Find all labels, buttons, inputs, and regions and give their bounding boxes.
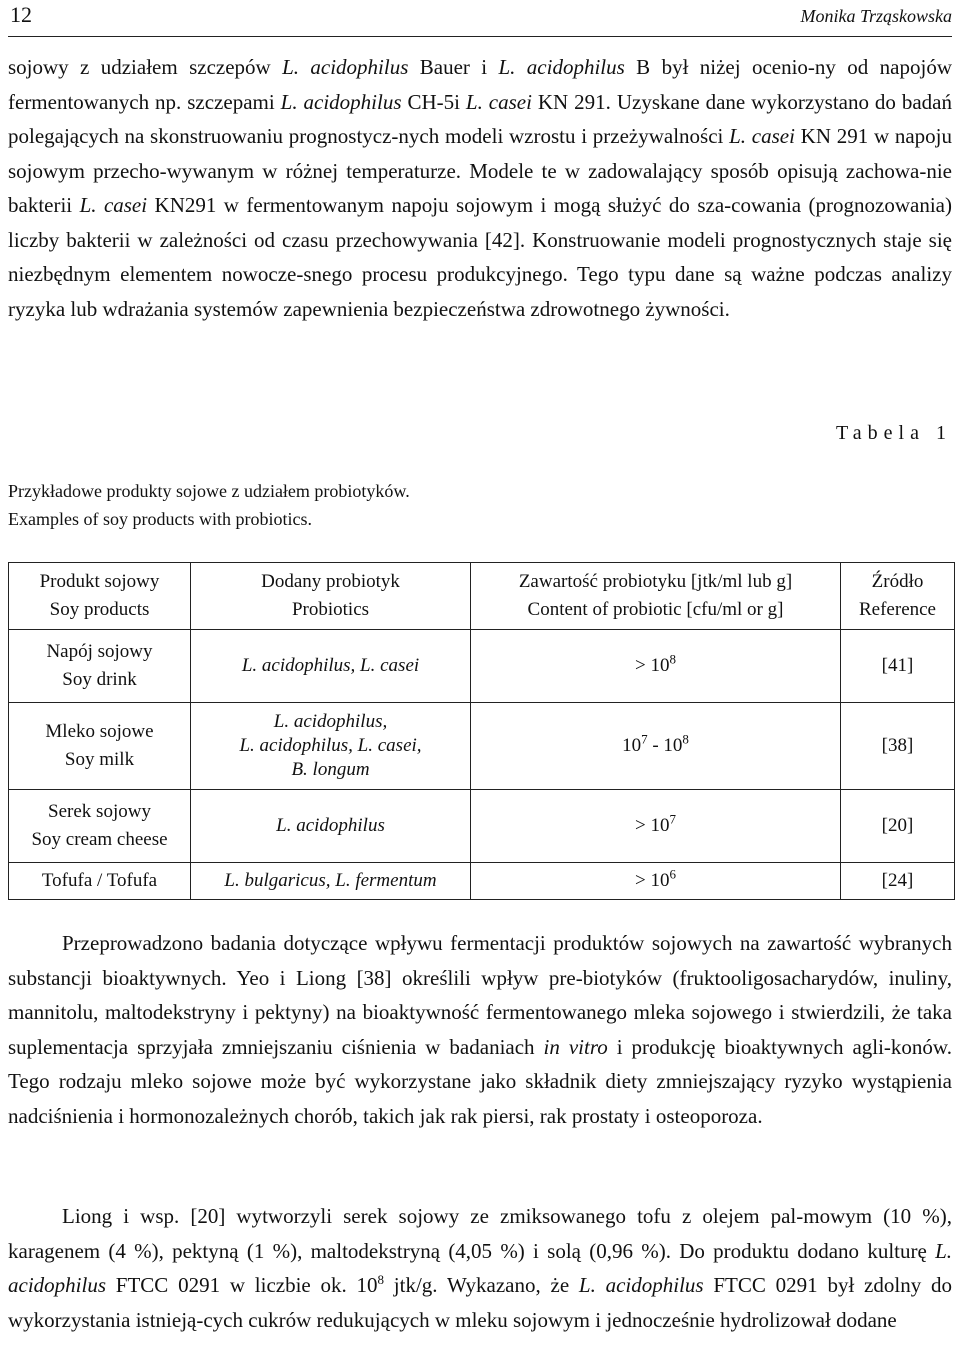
product-cell xyxy=(9,630,191,703)
header-en: Reference xyxy=(859,599,936,620)
italic-term: in vitro xyxy=(543,1034,608,1059)
product-pl: Mleko sojowe xyxy=(45,721,154,742)
header-en: Probiotics xyxy=(291,599,370,620)
species-name: L. acidophilus xyxy=(280,89,402,114)
text-run: KN 291. Uzyskane dane wykorzystano do badań polegających na skonstruowaniu prognostycz-nych modeli wzrostu i przeżywalności xyxy=(8,89,953,148)
content-exponent: 8 xyxy=(669,651,676,667)
page-number: 12 xyxy=(10,2,32,27)
content-value: > 10 xyxy=(635,870,670,891)
text-run: Liong i wsp. [20] wytworzyli serek sojowy ze zmiksowanego tofu z olejem pal-mowym (10 %), karagenem (4 %), pektyną (1 %), maltodekstryną (4,05 %) i solą (0,96 %). Do produktu dodano kulturę xyxy=(8,1204,952,1263)
table-row xyxy=(9,703,955,790)
text-run: jtk/g. Wykazano, że xyxy=(384,1273,579,1297)
table-caption-pl: Przykładowe produkty sojowe z udziałem probiotyków. xyxy=(8,481,410,501)
header-pl: Źródło xyxy=(871,571,924,592)
probiotic-line: L. acidophilus, L. casei, xyxy=(239,735,422,756)
probiotic-line: L. acidophilus, xyxy=(273,711,388,732)
paragraph-intro xyxy=(8,50,952,326)
product-en: Soy drink xyxy=(62,669,137,690)
product-cell xyxy=(9,790,191,863)
text-run: KN 291 w napoju sojowym przecho-wywanym w różnej temperaturze. Modele te w zadowalający sposób opisują zachowa-nie bakterii xyxy=(8,124,953,217)
text-run: Przeprowadzono badania dotyczące wpływu fermentacji produktów sojowych na zawartość wybranych substancji bioaktywnych. Yeo i Liong [38] określili wpływ pre-biotyków (fruktooligosacharydów, inuliny, mannitolu, maltodekstryny i pektyny) na bioaktywność fermentowanego mleka sojowego i stwierdzili, że taka suplementacja sprzyjała zmniejszaniu ciśnienia w badaniach xyxy=(8,931,952,1059)
running-header xyxy=(8,0,952,37)
header-pl: Dodany probiotyk xyxy=(261,571,400,592)
species-name: L. acidophilus xyxy=(282,55,409,79)
species-name: L. casei xyxy=(729,124,795,148)
content-cell xyxy=(471,790,841,863)
table-caption-en: Examples of soy products with probiotics. xyxy=(8,509,312,529)
species-name: L. acidophilus xyxy=(578,1273,704,1297)
content-exponent: 7 xyxy=(641,731,648,747)
product-cell: Tofufa / Tofufa xyxy=(9,863,191,900)
header-en: Content of probiotic [cfu/ml or g] xyxy=(527,599,784,620)
reference-cell: [41] xyxy=(841,630,955,703)
running-author: Monika Trząskowska xyxy=(800,6,952,26)
product-cell xyxy=(9,703,191,790)
content-value: - 10 xyxy=(647,735,683,756)
text-run: i produkcję bioaktywnych agli-konów. Tego rodzaju mleko sojowe może być wykorzystane jako składnik diety zmniejszający ryzyko wystąpienia nadciśnienia i hormonozależnych chorób, takich jak rak piersi, rak prostaty i osteoporoza. xyxy=(8,1034,952,1128)
table-label: Tabela 1 xyxy=(835,422,952,444)
probiotic-line: B. longum xyxy=(291,759,370,780)
product-pl: Serek sojowy xyxy=(48,801,151,822)
text-run: FTCC 0291 w liczbie ok. 10 xyxy=(106,1273,378,1297)
table-header-row xyxy=(9,563,955,630)
text-run: sojowy z udziałem szczepów xyxy=(8,55,283,79)
probiotic-cell: L. bulgaricus, L. fermentum xyxy=(191,863,471,900)
content-cell xyxy=(471,703,841,790)
content-value: > 10 xyxy=(635,655,670,676)
content-exponent: 7 xyxy=(669,811,676,827)
text-run: FTCC 0291 był zdolny do wykorzystania istnieją-cych cukrów redukujących w mleku sojowym i jednocześnie hydrolizował dodane xyxy=(8,1273,952,1332)
paragraph-fermentation xyxy=(8,926,952,1133)
probiotic-cell: L. acidophilus, L. casei xyxy=(191,630,471,703)
content-cell xyxy=(471,630,841,703)
product-en: Soy milk xyxy=(64,749,135,770)
header-cell xyxy=(9,563,191,630)
header-cell xyxy=(191,563,471,630)
species-name: L. casei xyxy=(79,193,148,217)
reference-cell: [24] xyxy=(841,863,955,900)
content-cell xyxy=(471,863,841,900)
probiotic-table xyxy=(8,562,955,900)
table-row xyxy=(9,790,955,863)
product-en: Soy cream cheese xyxy=(31,829,168,850)
header-en: Soy products xyxy=(49,599,150,620)
text-run: Bauer i xyxy=(408,55,499,79)
header-cell xyxy=(841,563,955,630)
reference-cell: [38] xyxy=(841,703,955,790)
species-name: L. acidophilus xyxy=(498,55,625,79)
table-row xyxy=(9,863,955,900)
header-cell xyxy=(471,563,841,630)
probiotic-cell xyxy=(191,703,471,790)
exponent: 8 xyxy=(377,1272,385,1287)
header-pl: Zawartość probiotyku [jtk/ml lub g] xyxy=(518,571,793,592)
product-pl: Napój sojowy xyxy=(46,641,153,662)
content-exponent: 8 xyxy=(682,731,689,747)
table-row xyxy=(9,630,955,703)
content-value: 10 xyxy=(622,735,642,756)
species-name: L. acidophilus xyxy=(8,1238,952,1297)
probiotic-cell: L. acidophilus xyxy=(191,790,471,863)
header-pl: Produkt sojowy xyxy=(39,571,160,592)
species-name: L. casei xyxy=(465,89,532,114)
reference-cell: [20] xyxy=(841,790,955,863)
text-run: CH-5i xyxy=(401,89,466,114)
text-run: B był niżej ocenio-ny od napojów fermentowanych np. szczepami xyxy=(8,55,952,114)
text-run: KN291 w fermentowanym napoju sojowym i mogą służyć do sza-cowania (prognozowania) liczby bakterii w zależności od czasu przechowywania [42]. Konstruowanie modeli prognostycznych staje się niezbędnym elementem nowocze-snego procesu produkcyjnego. Tego typu dane są ważne podczas analizy ryzyka lub wdrażania systemów zapewnienia bezpieczeństwa zdrowotnego żywności. xyxy=(8,193,952,321)
content-exponent: 6 xyxy=(669,866,676,882)
content-value: > 10 xyxy=(635,815,670,836)
paragraph-cheese xyxy=(8,1199,952,1337)
